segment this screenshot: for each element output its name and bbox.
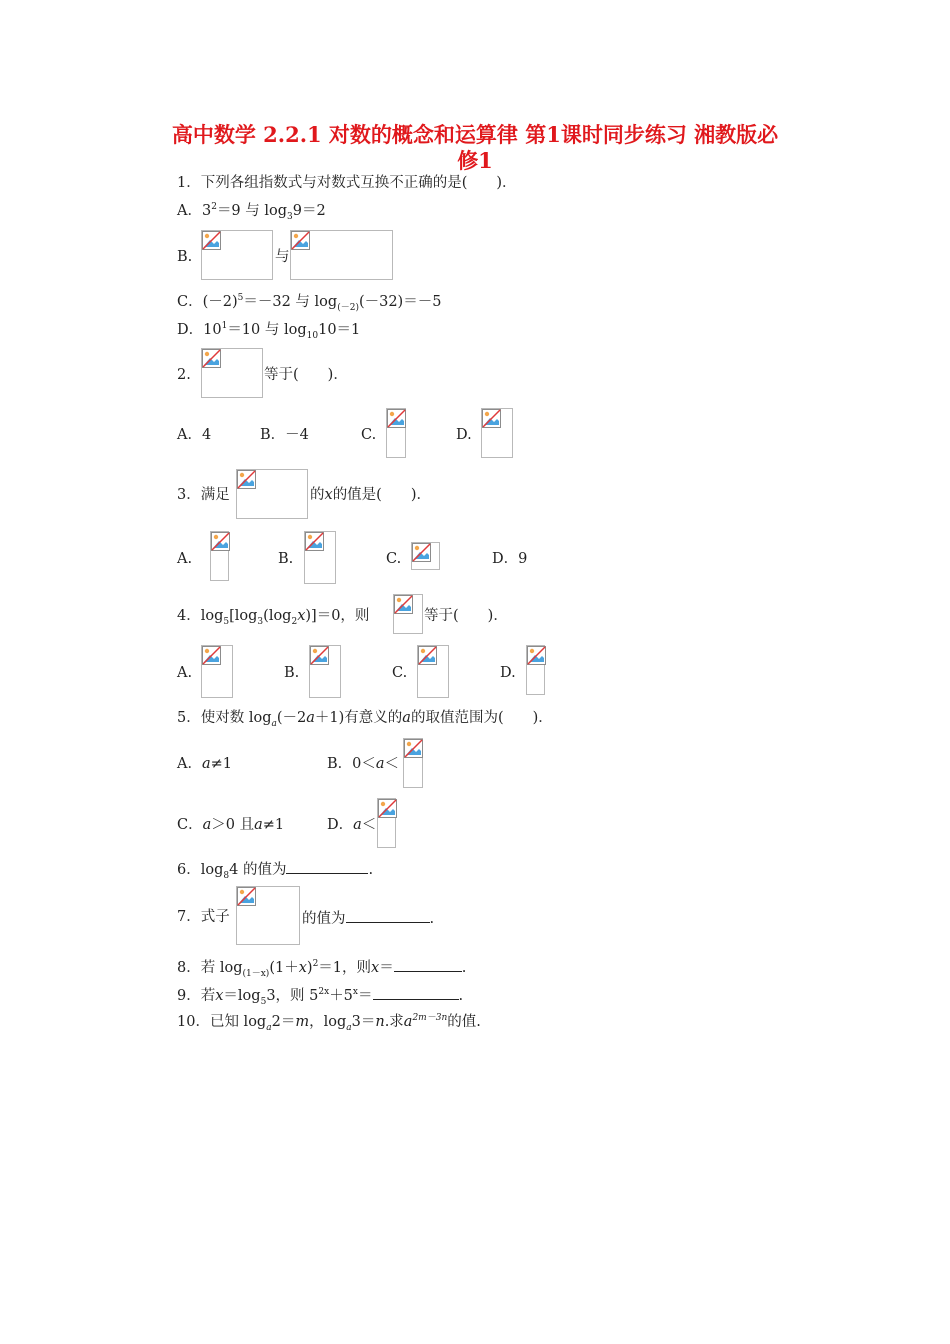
question-2-option-b: B．－4 <box>260 427 309 443</box>
formula-image <box>309 645 341 698</box>
question-8: 8．若 $\log_{(1-x)}(1+x)^2=1$，则x＝ . <box>177 957 466 977</box>
question-2-label: 2. <box>177 367 191 383</box>
broken-image-icon <box>418 646 437 665</box>
question-1-option-b-label: B. <box>177 249 193 265</box>
question-4-option-d: D. <box>500 665 516 681</box>
question-5-option-d: D．a＜ <box>327 817 377 833</box>
formula-image <box>304 531 336 584</box>
broken-image-icon <box>202 646 221 665</box>
answer-blank[interactable] <box>373 985 459 1000</box>
question-6: 6．$\log_84$ 的值为 . <box>177 859 373 879</box>
formula-image <box>236 469 308 519</box>
formula-image <box>210 531 229 581</box>
question-4-option-a: A. <box>177 665 193 681</box>
question-2-option-a: A．4 <box>177 427 212 443</box>
question-1-option-a: A．$3^2=9$ 与 $\log_39=2$ <box>177 202 326 222</box>
question-4-option-c: C. <box>392 665 408 681</box>
question-5-option-c: C．a＞0 且a≠1 <box>177 817 285 833</box>
question-1-option-b-connector: 与 <box>275 249 290 265</box>
question-3-option-c: C. <box>386 551 402 567</box>
formula-image <box>377 798 396 848</box>
question-3-option-d: D．9 <box>492 551 528 567</box>
broken-image-icon <box>291 231 310 250</box>
formula-image <box>526 645 545 695</box>
document-title-line-2: 修1 <box>457 148 493 173</box>
question-2-option-d: D. <box>456 427 472 443</box>
question-4-tail: 等于( )． <box>424 608 508 624</box>
formula-image <box>393 594 423 634</box>
question-3-label: 3．满足 <box>177 487 230 503</box>
formula-image <box>386 408 406 458</box>
question-1-option-d: D．$10^1=10$ 与 $\log_{10}10=1$ <box>177 321 361 341</box>
question-3-tail: 的x的值是( )． <box>310 487 432 503</box>
broken-image-icon <box>202 231 221 250</box>
question-4-stem: 4．$\log_5[\log_3(\log_2x)]=0$，则 <box>177 608 370 627</box>
formula-image <box>481 408 513 458</box>
broken-image-icon <box>305 532 324 551</box>
broken-image-icon <box>394 595 413 614</box>
formula-image <box>201 230 273 280</box>
formula-image <box>236 886 300 945</box>
question-1-stem: 1．下列各组指数式与对数式互换不正确的是( )． <box>177 175 517 191</box>
question-7-label: 7．式子 <box>177 909 230 925</box>
question-5-option-b: B．0＜a＜ <box>327 756 400 772</box>
question-5-option-a: A．a≠1 <box>177 756 233 772</box>
question-10: 10．已知 $\log_a2=m$，$\log_a3=n$.求$a^{2m-3n}$的值. <box>177 1013 481 1033</box>
broken-image-icon <box>202 349 221 368</box>
broken-image-icon <box>527 646 546 665</box>
broken-image-icon <box>211 532 230 551</box>
question-4-option-b: B. <box>284 665 300 681</box>
question-5-stem: 5．使对数 $\log_a(-2a+1)$有意义的a的取值范围为( )． <box>177 710 553 729</box>
answer-blank[interactable] <box>286 859 368 874</box>
formula-image <box>290 230 393 280</box>
broken-image-icon <box>387 409 406 428</box>
broken-image-icon <box>412 543 431 562</box>
broken-image-icon <box>237 470 256 489</box>
document-title-line-1: 高中数学 2.2.1 对数的概念和运算律 第1课时同步练习 湘教版必 <box>171 122 779 147</box>
answer-blank[interactable] <box>394 957 462 972</box>
formula-image <box>403 738 423 788</box>
question-3-option-a: A. <box>177 551 193 567</box>
formula-image <box>411 542 440 570</box>
formula-image <box>417 645 449 698</box>
broken-image-icon <box>482 409 501 428</box>
question-2-option-c: C. <box>361 427 377 443</box>
question-2-tail: 等于( )． <box>264 367 348 383</box>
broken-image-icon <box>378 799 397 818</box>
question-7-tail: 的值为 . <box>302 908 434 928</box>
broken-image-icon <box>310 646 329 665</box>
answer-blank[interactable] <box>346 908 430 923</box>
question-3-option-b: B. <box>278 551 294 567</box>
broken-image-icon <box>404 739 423 758</box>
formula-image <box>201 645 233 698</box>
formula-image <box>201 348 263 398</box>
broken-image-icon <box>237 887 256 906</box>
question-9: 9．若$x=\log_53$，则 $5^{2x}+5^x=$ . <box>177 985 463 1005</box>
question-1-option-c: C．$(-2)^5=-32$ 与 $\log_{(-2)}(-32)=-5$ <box>177 293 442 313</box>
